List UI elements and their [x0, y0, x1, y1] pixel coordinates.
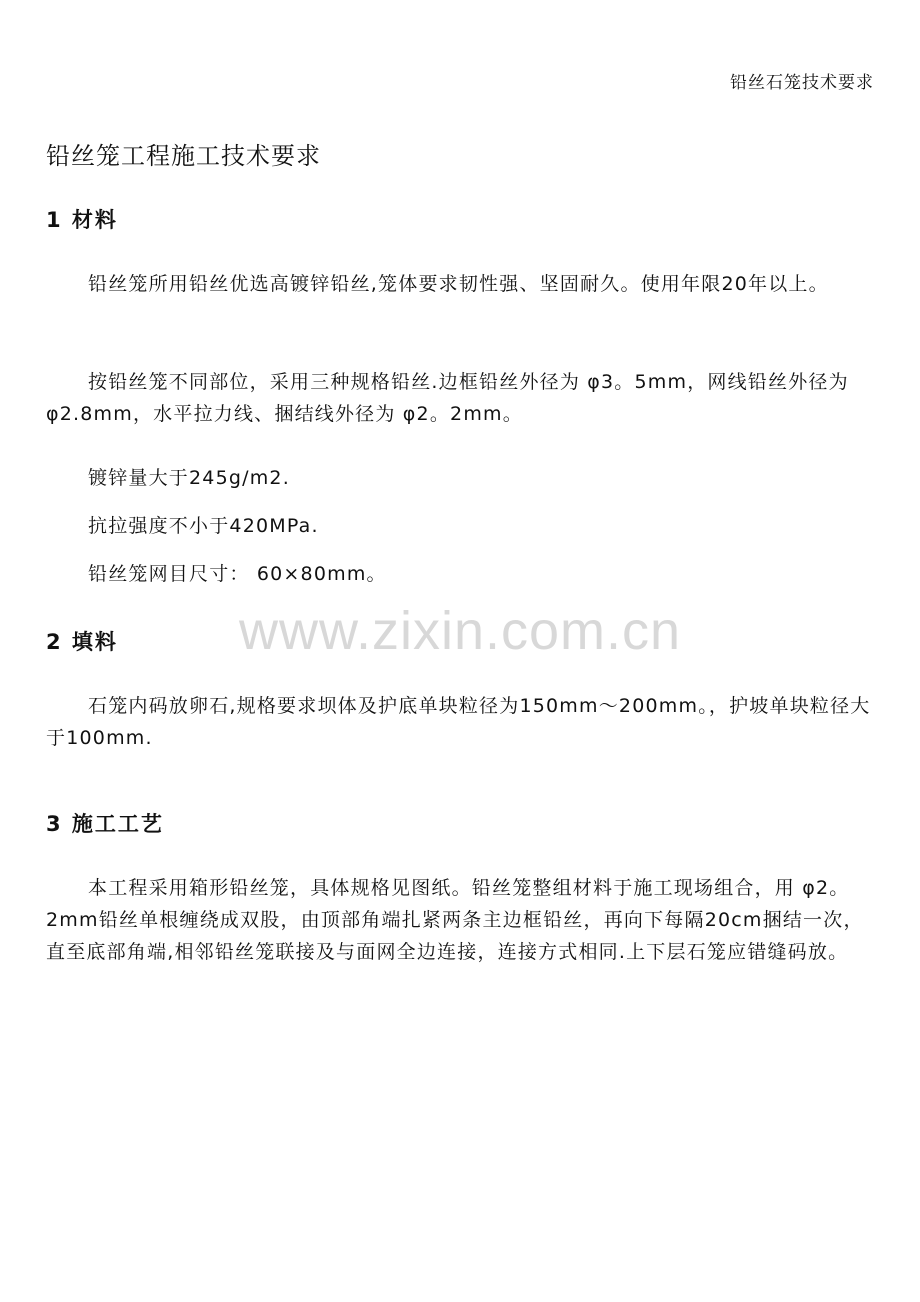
document-title: 铅丝笼工程施工技术要求: [46, 142, 321, 170]
paragraph: 按铅丝笼不同部位，采用三种规格铅丝.边框铅丝外径为 φ3。5mm，网线铅丝外径为 φ2.8mm，水平拉力线、捆结线外径为 φ2。2mm。: [46, 371, 849, 425]
paragraph: 石笼内码放卵石,规格要求坝体及护底单块粒径为150mm～200mm。，护坡单块粒径大于100mm.: [46, 695, 871, 749]
watermark: www.zixin.com.cn: [238, 601, 682, 661]
section-heading-fill: 2 填料: [46, 630, 118, 654]
paragraph: 铅丝笼所用铅丝优选高镀锌铅丝,笼体要求韧性强、坚固耐久。使用年限20年以上。: [88, 273, 829, 295]
running-header: 铅丝石笼技术要求: [730, 73, 874, 93]
paragraph: 镀锌量大于245g/m2.: [88, 467, 290, 489]
section-heading-materials: 1 材料: [46, 208, 118, 232]
paragraph: 抗拉强度不小于420MPa.: [88, 515, 319, 537]
paragraph: 本工程采用箱形铅丝笼，具体规格见图纸。铅丝笼整组材料于施工现场组合，用 φ2。2mm铅丝单根缠绕成双股，由顶部角端扎紧两条主边框铅丝，再向下每隔20cm捆结一次，直至底部角端,相邻铅丝笼联接及与面网全边连接，连接方式相同.上下层石笼应错缝码放。: [46, 877, 864, 963]
paragraph: 铅丝笼网目尺寸： 60×80mm。: [88, 563, 387, 585]
section-heading-construction: 3 施工工艺: [46, 812, 164, 836]
